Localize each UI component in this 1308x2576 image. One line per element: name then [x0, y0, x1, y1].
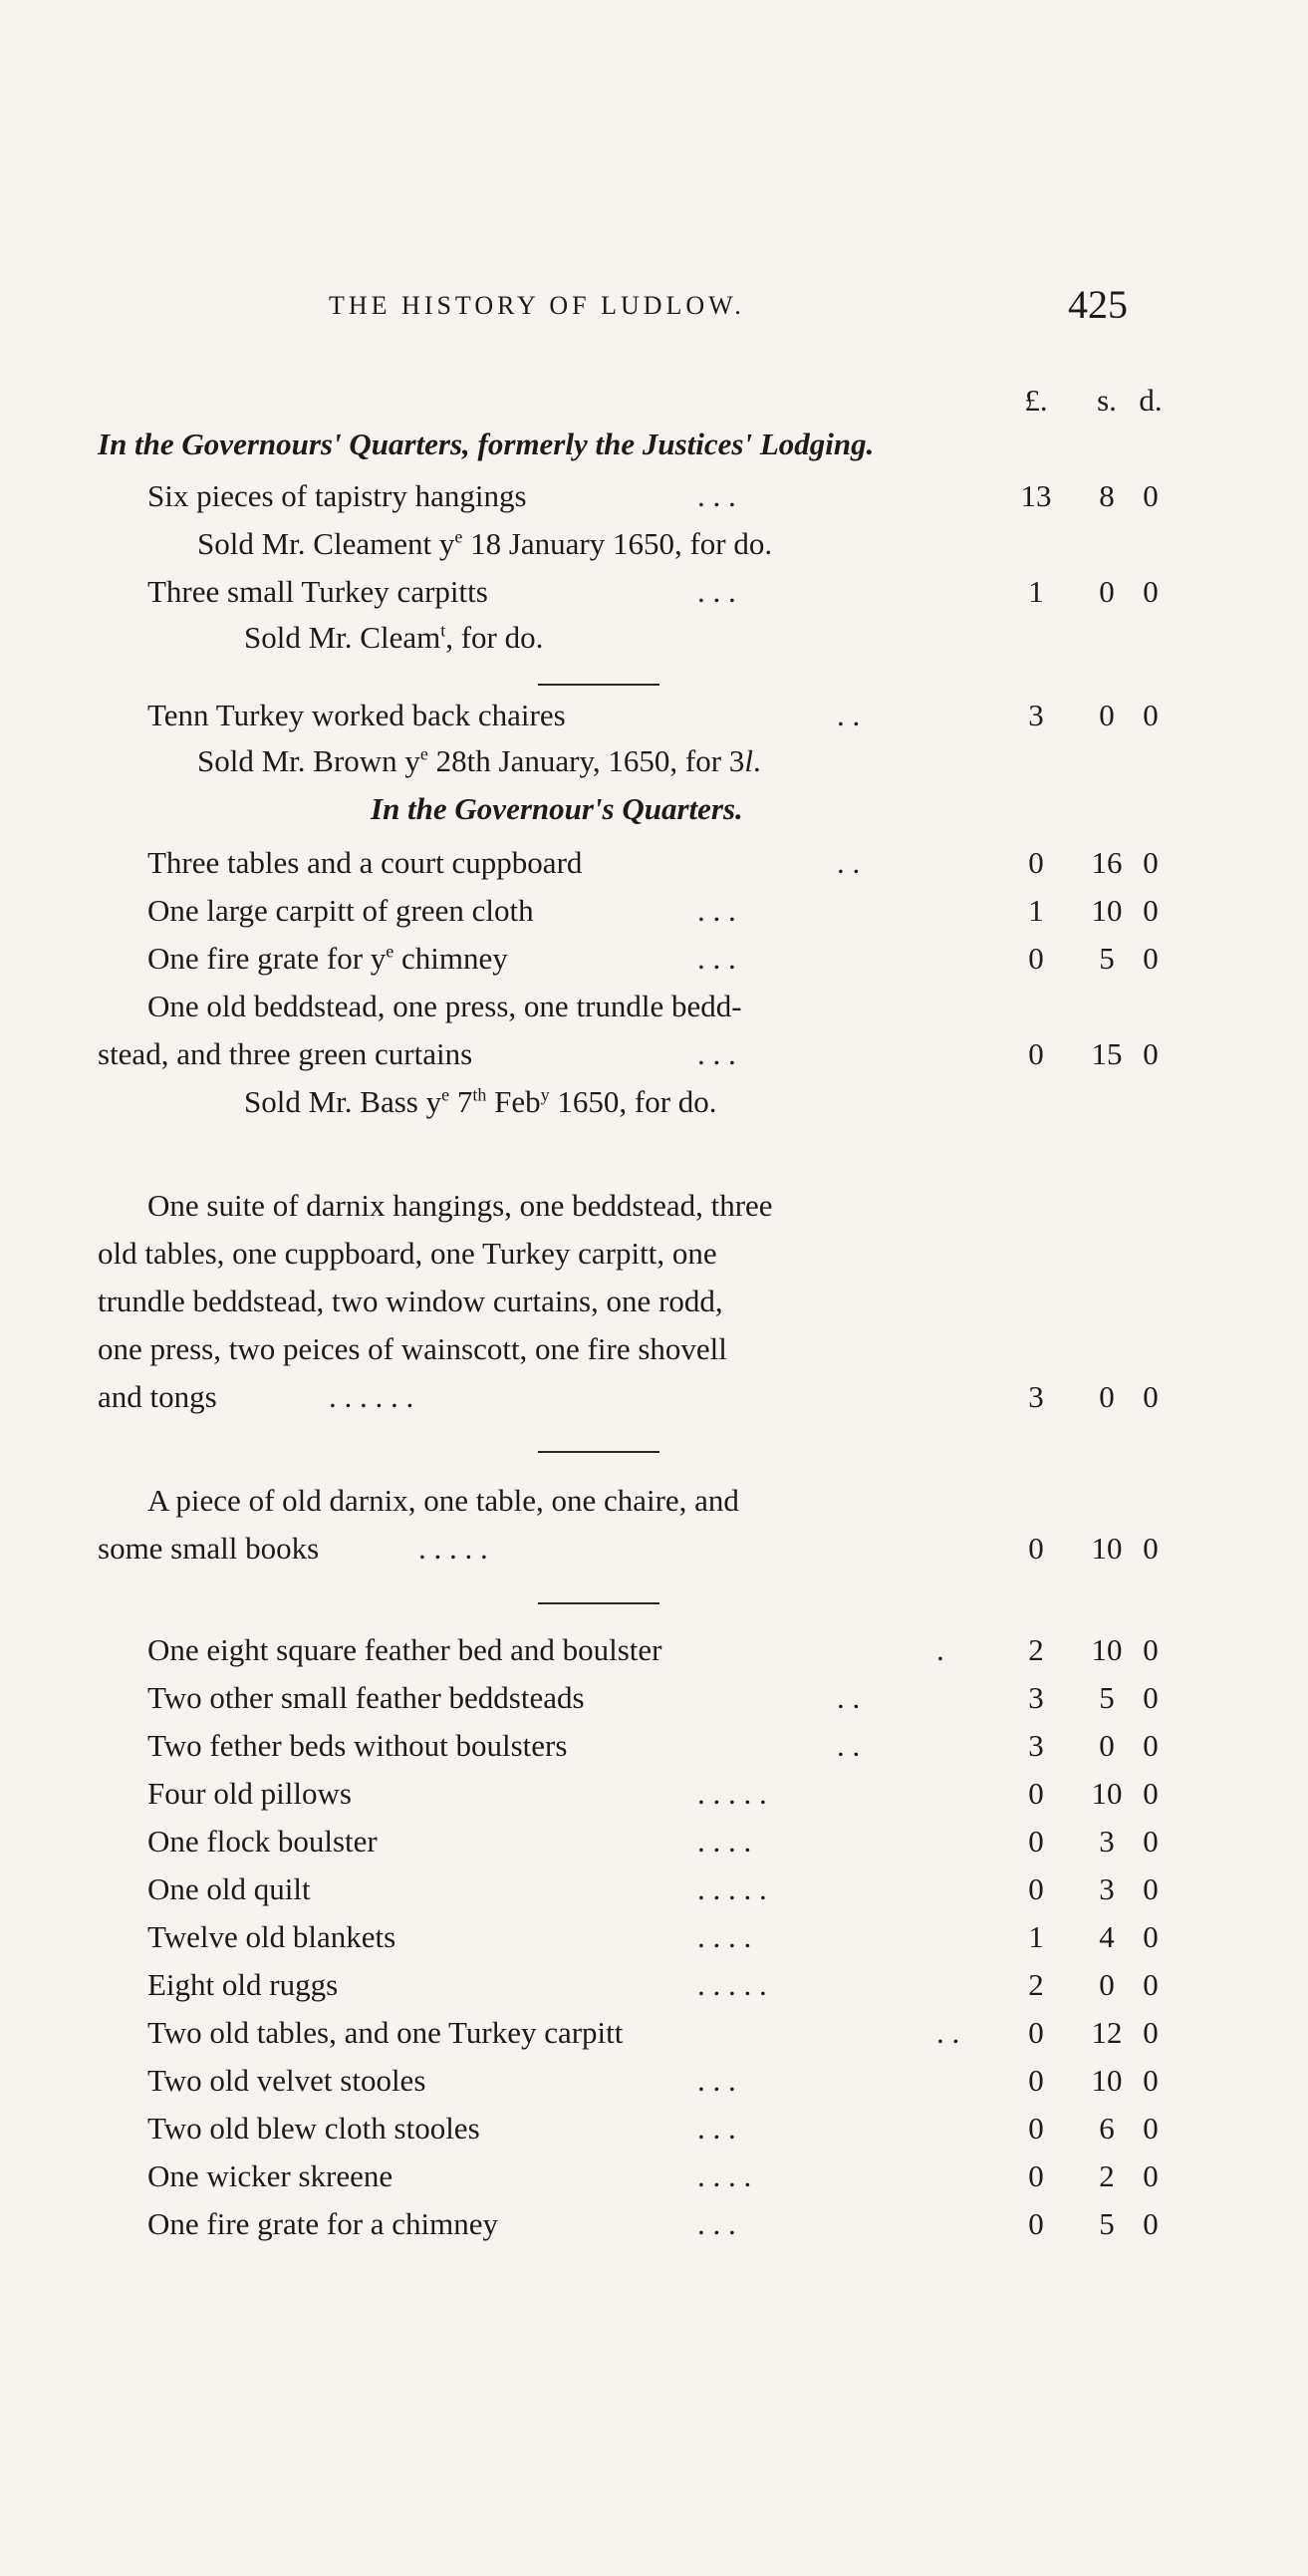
- pounds-value: 3: [1028, 1379, 1044, 1414]
- leader-dots: . . .: [697, 941, 736, 976]
- item-label: One fire grate for $y^e$ chimney: [147, 941, 508, 976]
- item-label: Two other small feather beddsteads: [147, 1680, 585, 1715]
- item-label-line: One old beddstead, one press, one trundle bedd-: [147, 989, 742, 1023]
- leader-dots: . . . .: [697, 1824, 752, 1859]
- page-number: 425: [1068, 282, 1128, 327]
- pounds-value: 13: [1020, 478, 1052, 513]
- pounds-value: 0: [1028, 1531, 1044, 1566]
- item-label: One large carpitt of green cloth: [147, 893, 534, 928]
- pounds-header: £.: [1024, 383, 1048, 418]
- item-label-line: A piece of old darnix, one table, one chaire, and: [147, 1483, 739, 1518]
- pounds-value: 0: [1028, 1824, 1044, 1859]
- shillings-value: 0: [1099, 1967, 1115, 2002]
- pounds-value: 3: [1028, 1728, 1044, 1763]
- pence-value: 0: [1143, 1036, 1159, 1071]
- running-header: [0, 282, 1308, 327]
- item-label: One old quilt: [147, 1871, 311, 1906]
- pounds-value: 1: [1028, 1919, 1044, 1954]
- pence-value: 0: [1143, 1632, 1159, 1667]
- shillings-value: 10: [1091, 1531, 1123, 1566]
- leader-dots: . . . . .: [697, 1776, 767, 1811]
- pounds-value: 3: [1028, 1680, 1044, 1715]
- section-title: In the Governour's Quarters.: [371, 791, 743, 826]
- leader-dots: . . .: [697, 574, 736, 609]
- item-label: Two old tables, and one Turkey carpitt: [147, 2015, 624, 2050]
- leader-dots: .: [936, 1632, 944, 1667]
- pounds-value: 0: [1028, 1871, 1044, 1906]
- leader-dots: . .: [837, 845, 861, 880]
- sale-note: Sold Mr. Cleam$^t$, for do.: [244, 620, 544, 655]
- leader-dots: . . . .: [697, 2158, 752, 2193]
- pence-value: 0: [1143, 1919, 1159, 1954]
- item-label: Three small Turkey carpitts: [147, 574, 488, 609]
- pence-value: 0: [1143, 574, 1159, 609]
- sale-note: Sold Mr. Brown $y^e$ 28th January, 1650, for 3l.: [197, 743, 761, 778]
- item-label: Six pieces of tapistry hangings: [147, 478, 527, 513]
- item-label: Two old blew cloth stooles: [147, 2111, 480, 2146]
- pence-value: 0: [1143, 2158, 1159, 2193]
- leader-dots: . .: [837, 1728, 861, 1763]
- pounds-value: 0: [1028, 2063, 1044, 2098]
- pence-value: 0: [1143, 1967, 1159, 2002]
- item-label: Two fether beds without boulsters: [147, 1728, 568, 1763]
- leader-dots: . . . . .: [697, 1871, 767, 1906]
- pence-value: 0: [1143, 698, 1159, 732]
- item-label: Twelve old blankets: [147, 1919, 396, 1954]
- item-label: Four old pillows: [147, 1776, 352, 1811]
- item-label: One fire grate for a chimney: [147, 2206, 499, 2241]
- pounds-value: 0: [1028, 1776, 1044, 1811]
- shillings-value: 10: [1091, 1632, 1123, 1667]
- leader-dots: . . . . . .: [329, 1379, 414, 1414]
- pounds-value: 0: [1028, 2206, 1044, 2241]
- item-label: Tenn Turkey worked back chaires: [147, 698, 566, 732]
- item-label: Two old velvet stooles: [147, 2063, 426, 2098]
- item-label: and tongs: [98, 1379, 217, 1414]
- pounds-value: 0: [1028, 2015, 1044, 2050]
- item-label-line: trundle beddstead, two window curtains, one rodd,: [98, 1284, 723, 1318]
- shillings-value: 16: [1091, 845, 1123, 880]
- shillings-value: 10: [1091, 2063, 1123, 2098]
- pence-value: 0: [1143, 2111, 1159, 2146]
- leader-dots: . . .: [697, 1036, 736, 1071]
- leader-dots: . .: [837, 698, 861, 732]
- leader-dots: . . .: [697, 478, 736, 513]
- item-label: Three tables and a court cuppboard: [147, 845, 583, 880]
- pounds-value: 0: [1028, 2158, 1044, 2193]
- pence-value: 0: [1143, 1824, 1159, 1859]
- pence-value: 0: [1143, 1379, 1159, 1414]
- pence-value: 0: [1143, 2206, 1159, 2241]
- pence-value: 0: [1143, 1776, 1159, 1811]
- section-divider: [538, 1451, 659, 1453]
- shillings-value: 3: [1099, 1824, 1115, 1859]
- sale-note: Sold Mr. Bass $y^e$ 7th Feb$^y$ 1650, for do.: [244, 1084, 717, 1119]
- shillings-value: 4: [1099, 1919, 1115, 1954]
- pence-value: 0: [1143, 893, 1159, 928]
- item-label-line: one press, two peices of wainscott, one fire shovell: [98, 1331, 727, 1366]
- pounds-value: 2: [1028, 1632, 1044, 1667]
- item-label-line: One suite of darnix hangings, one beddstead, three: [147, 1188, 773, 1223]
- pounds-value: 0: [1028, 2111, 1044, 2146]
- shillings-value: 5: [1099, 2206, 1115, 2241]
- leader-dots: . . .: [697, 2206, 736, 2241]
- shillings-value: 6: [1099, 2111, 1115, 2146]
- shillings-value: 5: [1099, 1680, 1115, 1715]
- leader-dots: . . . . .: [697, 1967, 767, 2002]
- item-label: stead, and three green curtains: [98, 1036, 473, 1071]
- leader-dots: . . .: [697, 2063, 736, 2098]
- pounds-value: 1: [1028, 893, 1044, 928]
- shillings-value: 12: [1091, 2015, 1123, 2050]
- leader-dots: . .: [837, 1680, 861, 1715]
- shillings-value: 0: [1099, 698, 1115, 732]
- leader-dots: . .: [936, 2015, 960, 2050]
- pence-value: 0: [1143, 478, 1159, 513]
- section-divider: [538, 1602, 659, 1604]
- item-label: Eight old ruggs: [147, 1967, 339, 2002]
- shillings-header: s.: [1097, 383, 1117, 418]
- pence-value: 0: [1143, 845, 1159, 880]
- section-divider: [538, 684, 659, 686]
- sale-note: Sold Mr. Cleament $y^e$ 18 January 1650, for do.: [197, 526, 773, 561]
- shillings-value: 2: [1099, 2158, 1115, 2193]
- shillings-value: 0: [1099, 574, 1115, 609]
- pounds-value: 0: [1028, 845, 1044, 880]
- pounds-value: 2: [1028, 1967, 1044, 2002]
- shillings-value: 5: [1099, 941, 1115, 976]
- item-label: One flock boulster: [147, 1824, 378, 1859]
- pence-header: d.: [1139, 383, 1163, 418]
- shillings-value: 15: [1091, 1036, 1123, 1071]
- item-label: some small books: [98, 1531, 320, 1566]
- shillings-value: 8: [1099, 478, 1115, 513]
- pounds-value: 1: [1028, 574, 1044, 609]
- pence-value: 0: [1143, 1871, 1159, 1906]
- pence-value: 0: [1143, 2063, 1159, 2098]
- pence-value: 0: [1143, 1728, 1159, 1763]
- pounds-value: 0: [1028, 941, 1044, 976]
- shillings-value: 10: [1091, 893, 1123, 928]
- pence-value: 0: [1143, 1680, 1159, 1715]
- item-label-line: old tables, one cuppboard, one Turkey carpitt, one: [98, 1236, 717, 1271]
- pounds-value: 3: [1028, 698, 1044, 732]
- leader-dots: . . .: [697, 2111, 736, 2146]
- pounds-value: 0: [1028, 1036, 1044, 1071]
- item-label: One eight square feather bed and boulster: [147, 1632, 662, 1667]
- shillings-value: 0: [1099, 1728, 1115, 1763]
- pence-value: 0: [1143, 1531, 1159, 1566]
- shillings-value: 10: [1091, 1776, 1123, 1811]
- leader-dots: . . . . .: [418, 1531, 488, 1566]
- shillings-value: 0: [1099, 1379, 1115, 1414]
- leader-dots: . . .: [697, 893, 736, 928]
- pence-value: 0: [1143, 2015, 1159, 2050]
- running-title: THE HISTORY OF LUDLOW.: [329, 291, 745, 320]
- section-title: In the Governours' Quarters, formerly the Justices' Lodging.: [98, 427, 875, 461]
- shillings-value: 3: [1099, 1871, 1115, 1906]
- pence-value: 0: [1143, 941, 1159, 976]
- leader-dots: . . . .: [697, 1919, 752, 1954]
- item-label: One wicker skreene: [147, 2158, 393, 2193]
